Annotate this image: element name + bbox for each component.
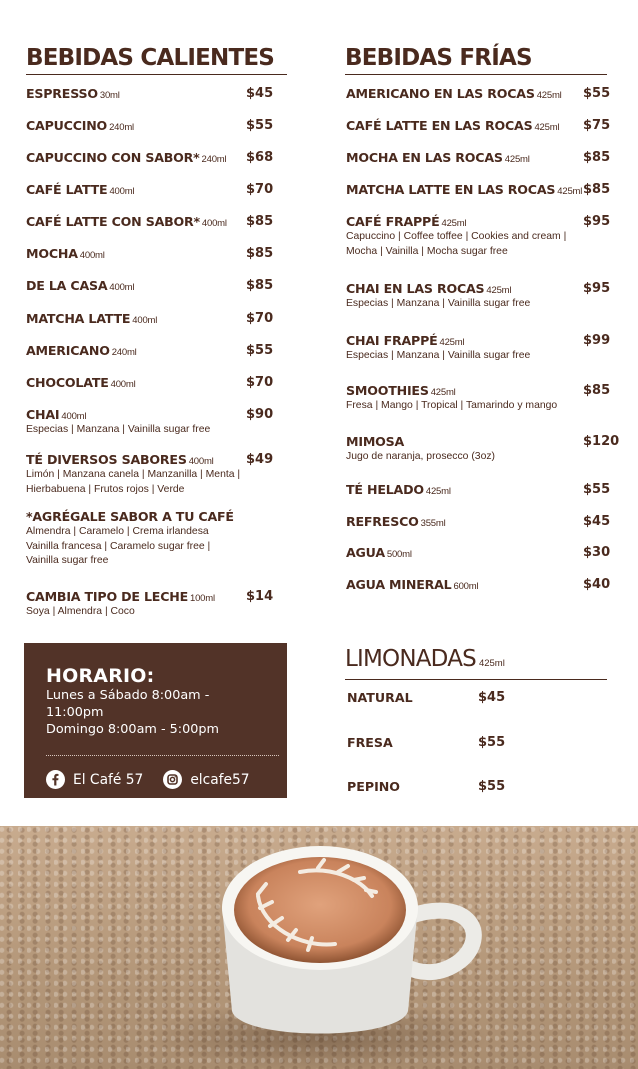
- menu-item: CAPUCCINO CON SABOR* 240ml $68: [26, 150, 274, 165]
- dotted-divider: [46, 755, 279, 756]
- menu-item: DE LA CASA 400ml $85: [26, 278, 274, 293]
- cold-drinks-title: BEBIDAS FRÍAS: [345, 44, 607, 75]
- menu-item: MOCHA 400ml $85: [26, 246, 274, 261]
- menu-item: TÉ HELADO 425ml $55: [346, 482, 611, 497]
- cup-illustration: [0, 826, 638, 1069]
- menu-item: AMERICANO EN LAS ROCAS 425ml $55: [346, 86, 611, 101]
- menu-item: AGUA 500ml $30: [346, 545, 611, 560]
- menu-item: CAFÉ LATTE 400ml $70: [26, 182, 274, 197]
- hours-title: HORARIO:: [46, 665, 155, 687]
- menu-item: AMERICANO 240ml $55: [26, 343, 274, 358]
- menu-item: CAFÉ LATTE EN LAS ROCAS 425ml $75: [346, 118, 611, 133]
- facebook-handle[interactable]: El Café 57: [73, 771, 144, 788]
- menu-item: MOCHA EN LAS ROCAS 425ml $85: [346, 150, 611, 165]
- latte-art-cup-photo: [0, 826, 638, 1069]
- menu-item: CHAI 400ml $90 Especias | Manzana | Vainilla sugar free: [26, 407, 274, 435]
- limonadas-title: LIMONADAS 425ml: [345, 644, 607, 680]
- hours-sunday: Domingo 8:00am - 5:00pm: [46, 722, 219, 737]
- hours-weekdays: Lunes a Sábado 8:00am - 11:00pm: [46, 688, 210, 720]
- menu-item: MATCHA LATTE 400ml $70: [26, 311, 274, 326]
- limonada-name: FRESA: [347, 735, 393, 750]
- hours-box: [24, 643, 287, 798]
- menu-item: SMOOTHIES 425ml $85 Fresa | Mango | Tropical | Tamarindo y mango: [346, 383, 611, 411]
- menu-item: AGUA MINERAL 600ml $40: [346, 577, 611, 592]
- menu-item: CHOCOLATE 400ml $70: [26, 375, 274, 390]
- menu-item: CHAI EN LAS ROCAS 425ml $95 Especias | Manzana | Vainilla sugar free: [346, 281, 611, 309]
- limonada-price: $55: [478, 779, 506, 794]
- facebook-icon: [46, 770, 65, 789]
- menu-item: CHAI FRAPPÉ 425ml $99 Especias | Manzana | Vainilla sugar free: [346, 333, 611, 361]
- menu-item: ESPRESSO 30ml $45: [26, 86, 274, 101]
- flavor-addon: *AGRÉGALE SABOR A TU CAFÉ Almendra | Caramelo | Crema irlandesa Vainilla francesa | Caramelo sugar free | Vainilla sugar free: [26, 509, 234, 566]
- limonada-name: NATURAL: [347, 690, 413, 705]
- menu-item: TÉ DIVERSOS SABORES 400ml $49 Limón | Manzana canela | Manzanilla | Menta | Hierbabuena | Frutos rojos | Verde: [26, 452, 274, 495]
- instagram-handle[interactable]: elcafe57: [190, 771, 250, 788]
- menu-item: CAFÉ LATTE CON SABOR* 400ml $85: [26, 214, 274, 229]
- social-links: [46, 770, 265, 789]
- menu-item: CAMBIA TIPO DE LECHE 100ml $14 Soya | Almendra | Coco: [26, 589, 274, 617]
- menu-item: CAPUCCINO 240ml $55: [26, 118, 274, 133]
- menu-item: MATCHA LATTE EN LAS ROCAS 425ml $85: [346, 182, 611, 197]
- limonada-name: PEPINO: [347, 779, 400, 794]
- menu-item: REFRESCO 355ml $45: [346, 514, 611, 529]
- limonada-price: $55: [478, 735, 506, 750]
- limonada-price: $45: [478, 690, 506, 705]
- menu-item: MIMOSA $120 Jugo de naranja, prosecco (3oz): [346, 434, 620, 462]
- hot-drinks-title: BEBIDAS CALIENTES: [26, 44, 287, 75]
- instagram-icon: [163, 770, 182, 789]
- menu-item: CAFÉ FRAPPÉ 425ml $95 Capuccino | Coffee toffee | Cookies and cream | Mocha | Vainilla | Mocha sugar free: [346, 214, 611, 257]
